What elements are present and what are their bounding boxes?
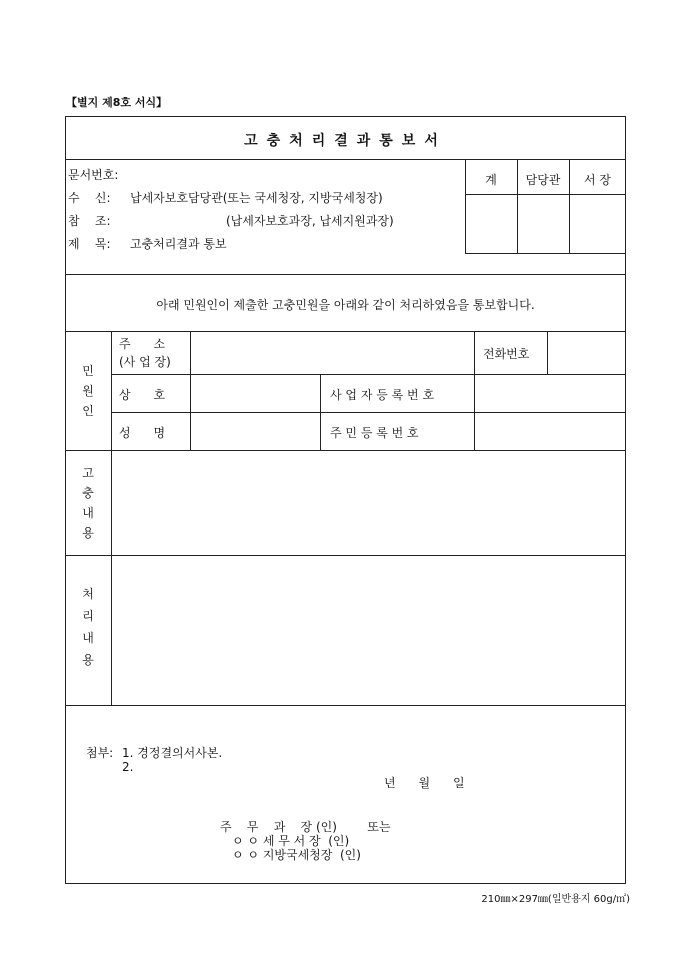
divider bbox=[65, 274, 626, 275]
name-field[interactable] bbox=[191, 413, 319, 449]
phone-label: 전화번호 bbox=[483, 347, 530, 361]
date-line: 년 월 일 bbox=[384, 776, 465, 790]
reference-value: (납세자보호과장, 납세지원과장) bbox=[226, 214, 394, 228]
resident-registration-field[interactable] bbox=[475, 413, 625, 449]
approval-stamp-officer[interactable] bbox=[518, 195, 568, 252]
approval-stamp-clerk[interactable] bbox=[466, 195, 516, 252]
divider bbox=[65, 705, 626, 706]
business-registration-label: 사 업 자 등 록 번 호 bbox=[330, 388, 435, 402]
section-char: 내 bbox=[82, 631, 94, 645]
paper-spec: 210㎜×297㎜(일반용지 60g/㎡) bbox=[481, 894, 630, 905]
subject-value: 고충처리결과 통보 bbox=[130, 237, 227, 251]
signature-regional-commissioner: ㅇ ㅇ 지방국세청장 (인) bbox=[232, 848, 361, 862]
approval-header-director: 서 장 bbox=[584, 173, 611, 187]
attachment-label: 첨부: bbox=[86, 746, 114, 760]
trade-name-field[interactable] bbox=[191, 375, 319, 411]
attachment-item-1: 1. 경정결의서사본. bbox=[122, 746, 223, 760]
section-char: 인 bbox=[82, 404, 94, 418]
complaint-content-field[interactable] bbox=[112, 451, 625, 554]
notice-text: 아래 민원인이 제출한 고충민원을 아래와 같이 처리하였음을 통보합니다. bbox=[156, 298, 535, 312]
workplace-label: (사 업 장) bbox=[119, 355, 171, 369]
business-registration-field[interactable] bbox=[475, 375, 625, 411]
approval-divider bbox=[465, 253, 626, 254]
result-content-label bbox=[65, 583, 111, 671]
reference-label: 참 조: bbox=[68, 214, 111, 228]
approval-stamp-director[interactable] bbox=[570, 195, 625, 252]
section-char: 처 bbox=[82, 587, 94, 601]
approval-header-clerk: 계 bbox=[485, 173, 497, 187]
divider bbox=[65, 159, 626, 160]
complainant-section-label bbox=[65, 361, 111, 421]
section-char: 원 bbox=[82, 384, 94, 398]
section-char: 리 bbox=[82, 609, 94, 623]
signature-tax-office-head: ㅇ ㅇ 세 무 서 장 (인) bbox=[232, 834, 350, 848]
form-label: 【별지 제8호 서식】 bbox=[66, 96, 168, 109]
trade-name-label: 상 호 bbox=[119, 388, 166, 402]
section-char: 충 bbox=[82, 486, 94, 500]
subject-label: 제 목: bbox=[68, 237, 111, 251]
doc-number-label: 문서번호: bbox=[68, 168, 119, 182]
section-char: 민 bbox=[82, 364, 94, 378]
recipient-value: 납세자보호담당관(또는 국세청장, 지방국세청장) bbox=[130, 191, 383, 205]
form-title: 고충처리결과통보서 bbox=[244, 133, 447, 149]
signature-section-chief: 주 무 과 장 (인) 또는 bbox=[220, 820, 391, 834]
section-char: 용 bbox=[82, 526, 94, 540]
result-content-field[interactable] bbox=[112, 556, 625, 704]
phone-field[interactable] bbox=[548, 332, 625, 373]
address-field[interactable] bbox=[191, 332, 473, 373]
resident-registration-label: 주 민 등 록 번 호 bbox=[330, 426, 419, 440]
approval-header-officer: 담당관 bbox=[525, 173, 561, 187]
attachment-item-2: 2. bbox=[122, 760, 134, 774]
section-char: 용 bbox=[82, 653, 94, 667]
name-label: 성 명 bbox=[119, 426, 166, 440]
recipient-label: 수 신: bbox=[68, 191, 111, 205]
section-char: 고 bbox=[82, 466, 94, 480]
complaint-content-label bbox=[65, 463, 111, 543]
address-label: 주 소 bbox=[119, 337, 166, 351]
section-char: 내 bbox=[82, 506, 94, 520]
